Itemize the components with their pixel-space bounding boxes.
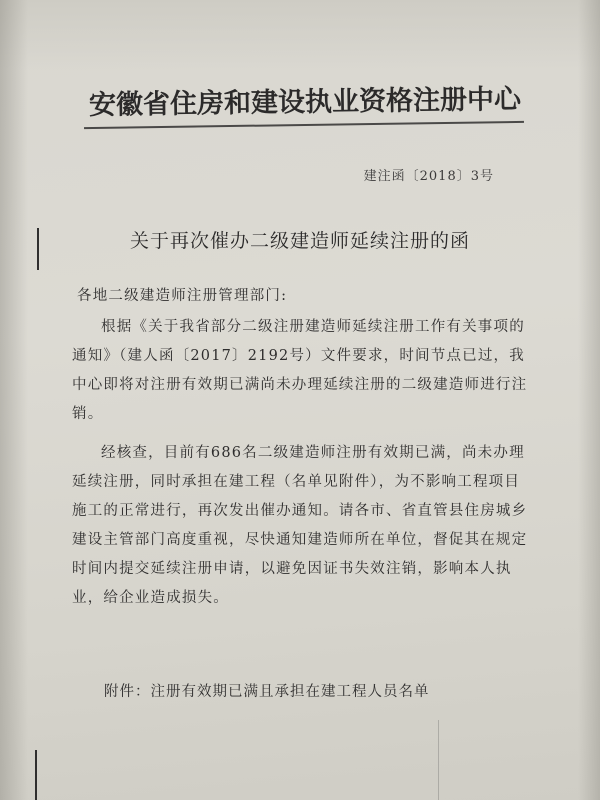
body-paragraph-2: 经核查，目前有686名二级建造师注册有效期已满，尚未办理延续注册，同时承担在建工程（名单见附件），为不影响工程项目施工的正常进行，再次发出催办通知。请各市、省直管县住房城乡建设主管部门高度重视，尽快通知建造师所在单位，督促其在规定时间内提交延续注册申请，以避免因证书失效注销，影响本人执业，给企业造成损失。 bbox=[72, 445, 528, 606]
letterhead: 安徽省住房和建设执业资格注册中心 bbox=[88, 83, 522, 122]
body-paragraph-1: 根据《关于我省部分二级注册建造师延续注册工作有关事项的通知》（建人函〔2017〕2192号）文件要求，时间节点已过，我中心即将对注册有效期已满尚未办理延续注册的二级建造师进行注销。 bbox=[72, 319, 528, 422]
bottom-margin-mark bbox=[35, 750, 37, 800]
page-shadow-left bbox=[0, 0, 28, 800]
page-shadow-top bbox=[0, 0, 600, 70]
attachment-note: 附件：注册有效期已满且承担在建工程人员名单 bbox=[104, 684, 430, 700]
document-title: 关于再次催办二级建造师延续注册的函 bbox=[129, 230, 470, 252]
salutation: 各地二级建造师注册管理部门: bbox=[77, 288, 288, 304]
letterhead-rule bbox=[84, 121, 524, 129]
letter-body bbox=[72, 282, 532, 613]
margin-mark bbox=[37, 228, 39, 270]
page-shadow-right bbox=[578, 0, 600, 800]
document-number: 建注函〔2018〕3号 bbox=[363, 169, 494, 184]
page-crease bbox=[438, 720, 439, 800]
